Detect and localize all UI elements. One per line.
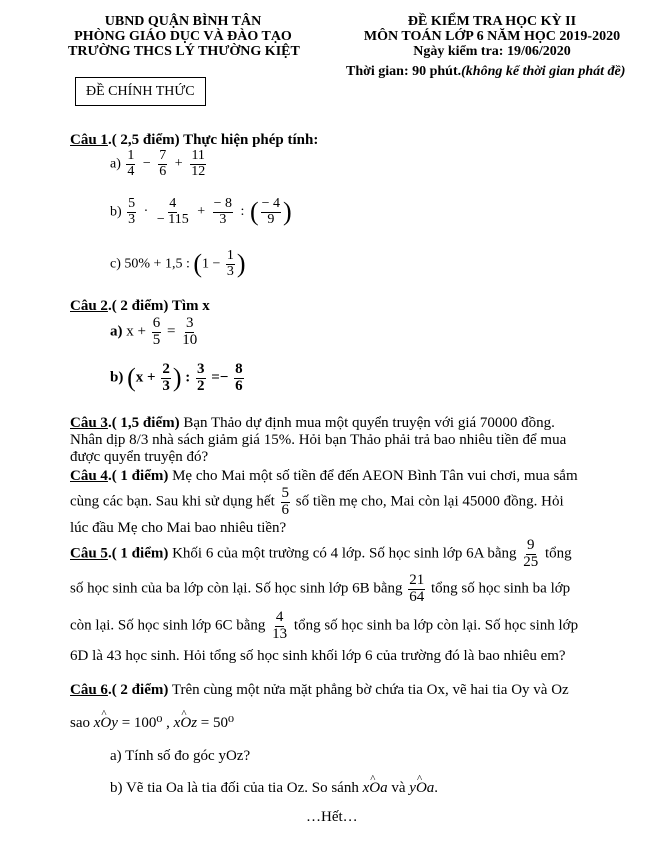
q2a-frac1: $\frac{6}{5}$ bbox=[152, 315, 161, 348]
q4-line1: Câu 4.( 1 điểm) Mẹ cho Mai một số tiền để đến AEON Bình Tân vui chơi, mua sắm bbox=[70, 468, 578, 484]
q3-paragraph: Câu 3.( 1,5 điểm) Bạn Thảo dự định mua một quyển truyện với giá 70000 đồng. Nhân dịp 8/3 nhà sách giảm giá 15%. Hỏi bạn Thảo phải trả bao nhiêu tiền để mua được quyển truyện đó? bbox=[70, 415, 567, 465]
q5-line4: 6D là 43 học sinh. Hỏi tổng số học sinh khối lớp 6 của trường đó là bao nhiêu em? bbox=[70, 648, 566, 664]
exam-subject: MÔN TOÁN LỚP 6 NĂM HỌC 2019-2020 bbox=[363, 29, 621, 44]
q2-title: Tìm x bbox=[168, 298, 210, 314]
q1c-frac: $\frac{1}{3}$ bbox=[226, 248, 234, 279]
q6-line2: sao x^ Oy = 100⁰ , x^ Oz = 50⁰ bbox=[70, 715, 234, 732]
q5-label: Câu 5 bbox=[70, 545, 108, 562]
district-name: UBND QUẬN BÌNH TÂN bbox=[104, 14, 262, 29]
q6-points: .( 2 điểm) bbox=[107, 682, 169, 698]
header-left bbox=[68, 14, 298, 59]
angle-xoy: x^ Oy bbox=[94, 715, 118, 731]
time-label: Thời gian: 90 phút. bbox=[346, 64, 462, 79]
school-name: TRƯỜNG THCS LÝ THƯỜNG KIỆT bbox=[68, 44, 300, 59]
q1-label: Câu 1 bbox=[70, 132, 108, 148]
q1c-tag: c) bbox=[110, 256, 121, 272]
q5-line3: còn lại. Số học sinh lớp 6C bằng $\frac{4}{13}$ tổng số học sinh ba lớp còn lại. Số học sinh lớp bbox=[70, 609, 579, 642]
exam-title: ĐỀ KIỂM TRA HỌC KỲ II bbox=[407, 14, 577, 29]
q3-points: .( 1,5 điểm) bbox=[107, 415, 180, 431]
q1a-frac3: $\frac{11}{12}$ bbox=[191, 148, 206, 179]
angle-yoa: y^ Oa bbox=[409, 780, 434, 796]
q1b-tag: b) bbox=[110, 204, 122, 220]
q4-line2: cùng các bạn. Sau khi sử dụng hết $\frac{5}{6}$ số tiền mẹ cho, Mai còn lại 45000 đồng. Hỏi bbox=[70, 485, 564, 518]
q4-line3: lúc đầu Mẹ cho Mai bao nhiêu tiền? bbox=[70, 520, 287, 536]
q2b-tag: b) bbox=[110, 369, 124, 386]
q2b-expression: b) (x + $\frac{2}{3}$ ) : $\frac{3}{2}$ =− $\frac{8}{6}$ bbox=[110, 361, 243, 394]
q6-label: Câu 6 bbox=[70, 682, 108, 698]
official-stamp-box bbox=[75, 77, 206, 106]
q2a-frac2: $\frac{3}{10}$ bbox=[182, 315, 198, 348]
q5-frac1: $\frac{9}{25}$ bbox=[523, 537, 539, 570]
exam-date: Ngày kiểm tra: 19/06/2020 bbox=[413, 44, 571, 59]
header-right bbox=[352, 14, 632, 59]
q6-part-b: b) Vẽ tia Oa là tia đối của tia Oz. So sánh x^ Oa và y^ Oa. bbox=[110, 780, 438, 797]
official-label: ĐỀ CHÍNH THỨC bbox=[86, 84, 195, 99]
q1b-frac2: $\frac{4}{- 115}$ bbox=[156, 196, 189, 227]
q1b-frac4: $\frac{- 4}{9}$ bbox=[261, 196, 281, 227]
q5-frac2: $\frac{21}{64}$ bbox=[409, 572, 425, 605]
time-note: (không kể thời gian phát đề) bbox=[461, 64, 626, 79]
q1b-frac3: $\frac{- 8}{3}$ bbox=[213, 196, 233, 227]
q4-points: .( 1 điểm) bbox=[107, 468, 169, 484]
angle-xoa: x^ Oa bbox=[363, 780, 388, 796]
q2b-frac2: $\frac{3}{2}$ bbox=[197, 361, 205, 394]
q1a-frac2: $\frac{7}{6}$ bbox=[159, 148, 167, 179]
q4-label: Câu 4 bbox=[70, 468, 108, 484]
q1b-expression: b) $\frac{5}{3}$ · $\frac{4}{- 115}$ + $\frac{- 8}{3}$ : ( $\frac{- 4}{9}$ ) bbox=[110, 196, 292, 227]
q2-label: Câu 2 bbox=[70, 298, 108, 314]
q5-points: .( 1 điểm) bbox=[107, 545, 169, 562]
angle-xoz: x^ Oz bbox=[174, 715, 197, 731]
q6-line1: Câu 6.( 2 điểm) Trên cùng một nửa mặt phẳng bờ chứa tia Ox, vẽ hai tia Oy và Oz bbox=[70, 682, 569, 698]
q2-heading bbox=[70, 298, 210, 315]
q2a-tag: a) bbox=[110, 323, 123, 340]
q1a-expression: a) $\frac{1}{4}$ − $\frac{7}{6}$ + $\frac{11}{12}$ bbox=[110, 148, 206, 179]
q1-heading bbox=[70, 132, 318, 149]
q1a-tag: a) bbox=[110, 156, 121, 172]
q5-frac3: $\frac{4}{13}$ bbox=[272, 609, 288, 642]
q6-part-a: a) Tính số đo góc yOz? bbox=[110, 748, 251, 764]
department-name: PHÒNG GIÁO DỤC VÀ ĐÀO TẠO bbox=[74, 29, 292, 44]
q1b-frac1: $\frac{5}{3}$ bbox=[128, 196, 136, 227]
q5-line1: Câu 5.( 1 điểm) Khối 6 của một trường có 4 lớp. Số học sinh lớp 6A bằng $\frac{9}{25}$ tổng bbox=[70, 537, 572, 570]
end-marker: …Hết… bbox=[306, 809, 358, 825]
q2b-frac1: $\frac{2}{3}$ bbox=[162, 361, 170, 394]
q1c-expr: 50% + 1,5 : bbox=[124, 256, 190, 272]
q3-label: Câu 3 bbox=[70, 415, 108, 431]
exam-time bbox=[346, 64, 625, 79]
q1-title: Thực hiện phép tính: bbox=[179, 132, 319, 148]
q1-points: .( 2,5 điểm) bbox=[107, 132, 180, 148]
q1a-frac1: $\frac{1}{4}$ bbox=[127, 148, 135, 179]
q4-frac: $\frac{5}{6}$ bbox=[281, 485, 289, 518]
q1c-expression: c) 50% + 1,5 : (1 − $\frac{1}{3}$ ) bbox=[110, 248, 246, 279]
q2b-frac3: $\frac{8}{6}$ bbox=[235, 361, 243, 394]
q5-line2: số học sinh của ba lớp còn lại. Số học sinh lớp 6B bằng $\frac{21}{64}$ tổng số học sinh ba lớp bbox=[70, 572, 571, 605]
q2-points: .( 2 điểm) bbox=[107, 298, 169, 314]
q2a-expression: a) x + $\frac{6}{5}$ = $\frac{3}{10}$ bbox=[110, 315, 198, 348]
